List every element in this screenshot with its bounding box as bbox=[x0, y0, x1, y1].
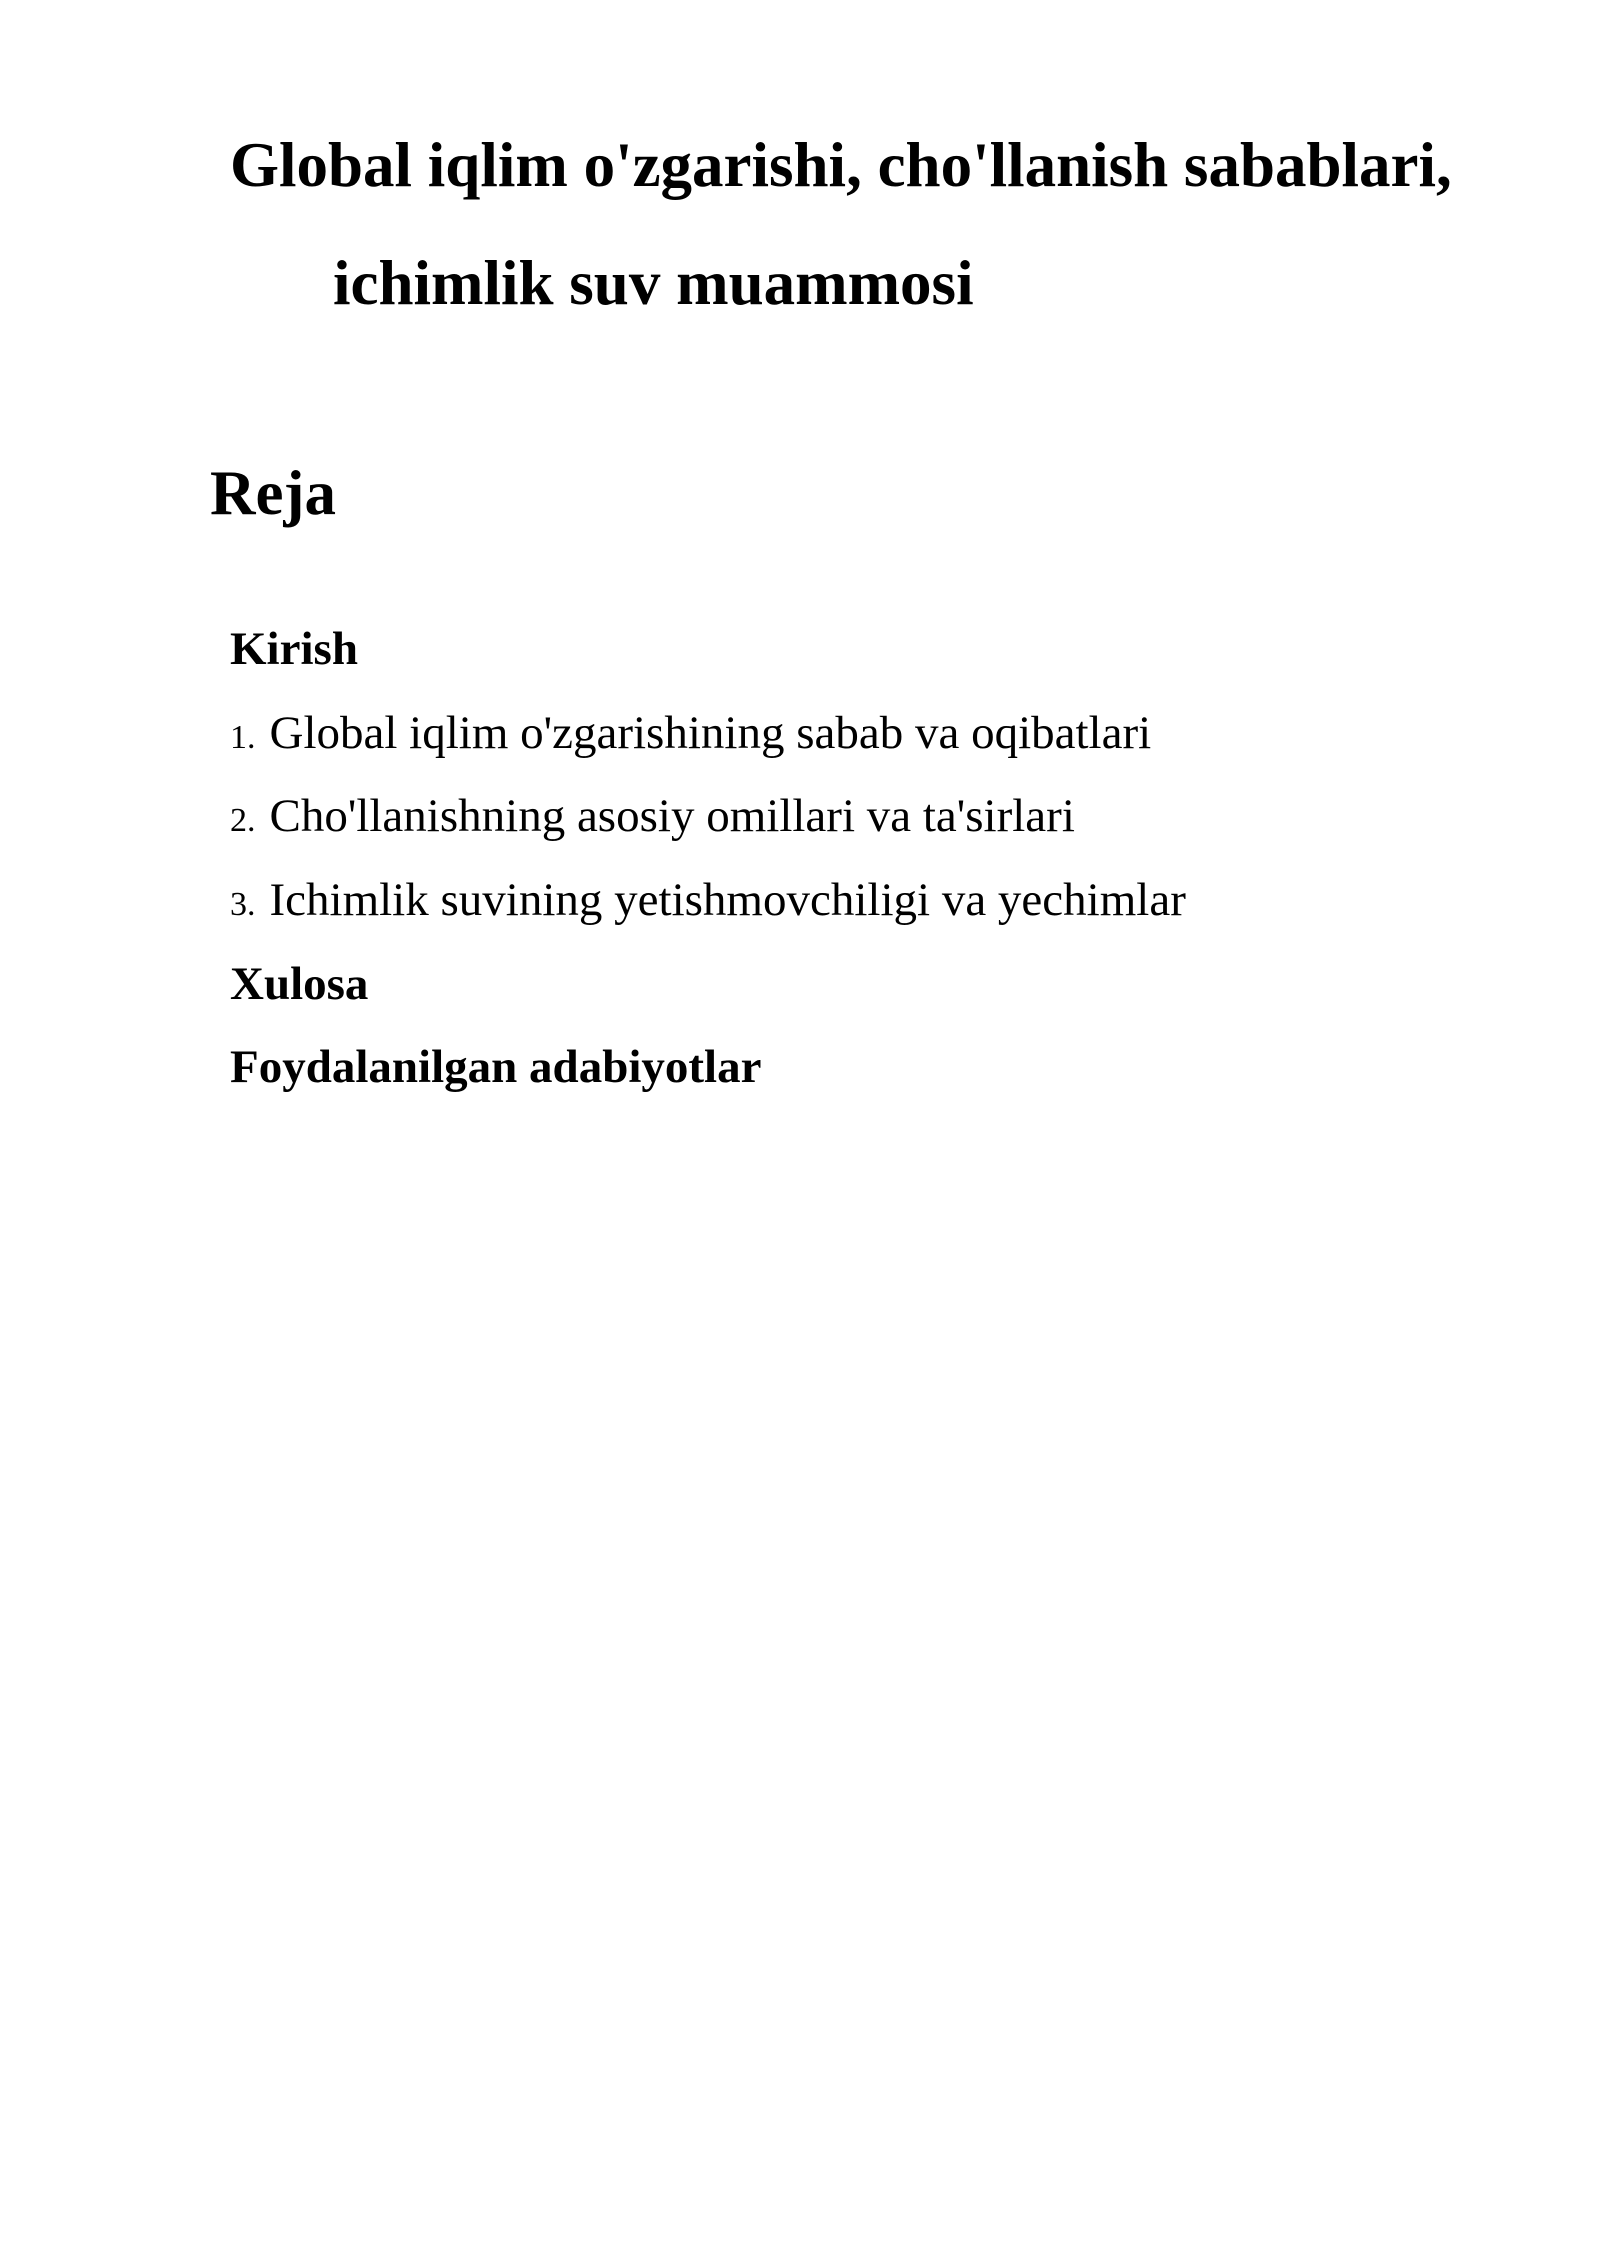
toc-item-text: Cho'llanishning asosiy omillari va ta'sirlari bbox=[269, 790, 1075, 842]
toc-item-1 bbox=[230, 707, 1152, 759]
toc-item-3 bbox=[230, 874, 1186, 926]
toc-item-number: 1. bbox=[230, 719, 256, 756]
toc-item-text: Ichimlik suvining yetishmovchiligi va yechimlar bbox=[269, 874, 1186, 926]
toc-item-number: 2. bbox=[230, 802, 256, 839]
toc-item-2 bbox=[230, 790, 1075, 842]
toc-item-number: 3. bbox=[230, 886, 256, 923]
document-title-line-2: ichimlik suv muammosi bbox=[333, 248, 974, 318]
plan-heading: Reja bbox=[210, 458, 336, 528]
toc-item-intro: Kirish bbox=[230, 623, 358, 675]
document-title-line-1: Global iqlim o'zgarishi, cho'llanish sabablari, bbox=[230, 130, 1452, 200]
toc-item-references: Foydalanilgan adabiyotlar bbox=[230, 1041, 762, 1093]
toc-item-conclusion: Xulosa bbox=[230, 958, 369, 1010]
toc-item-text: Global iqlim o'zgarishining sabab va oqibatlari bbox=[269, 707, 1152, 759]
